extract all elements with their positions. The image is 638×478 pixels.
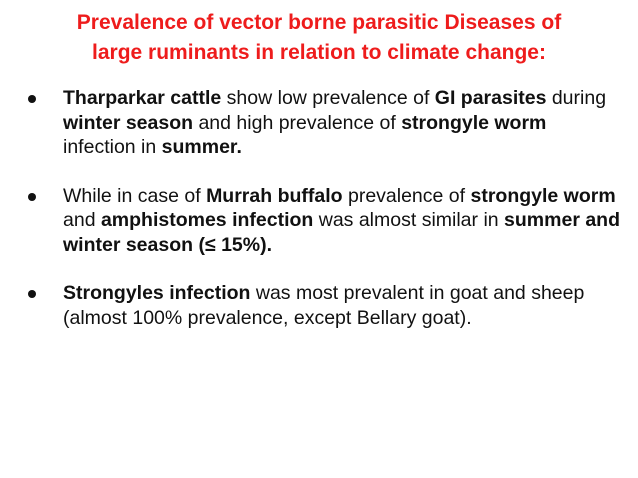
slide-title-line-2: large ruminants in relation to climate change: <box>92 41 546 64</box>
bullet-1-seg-8: infection in <box>63 136 162 158</box>
bullet-item-1 <box>20 86 620 160</box>
bullet-item-2 <box>20 184 620 258</box>
bullet-2-seg-6: amphistomes infection <box>100 209 314 231</box>
bullet-dot-icon <box>28 95 36 103</box>
bullet-1-seg-3: GI parasites <box>434 87 547 109</box>
bullet-1-seg-2: show low prevalence of <box>221 87 435 109</box>
bullet-3-seg-1: Strongyles infection <box>63 282 251 304</box>
bullet-2-seg-1: While in case of <box>63 184 207 207</box>
bullet-dot-icon <box>28 290 36 298</box>
bullet-3-seg-2: was most prevalent in goat and sheep (almost 100% prevalence, except Bellary goat). <box>63 282 585 329</box>
bullet-1-seg-6: and high prevalence of <box>193 111 402 134</box>
bullet-1-seg-7: strongyle worm <box>401 111 547 134</box>
bullet-2-seg-7: was almost similar in <box>313 209 505 231</box>
bullet-dot-icon <box>28 193 36 201</box>
bullet-2-seg-4: strongyle worm <box>470 184 616 207</box>
bullet-2-seg-3: prevalence of <box>342 184 471 207</box>
bullet-list <box>20 86 620 330</box>
bullet-item-3 <box>20 281 620 330</box>
slide-title-line-1: Prevalence of vector borne parasitic Diseases of <box>76 11 562 34</box>
bullet-2-seg-8: summer and winter season (≤ 15%). <box>63 209 620 256</box>
bullet-1-seg-5: winter season <box>63 111 194 134</box>
bullet-1-seg-9: summer. <box>161 136 242 158</box>
bullet-2-seg-2: Murrah buffalo <box>206 184 343 207</box>
bullet-1-seg-1: Tharparkar cattle <box>63 87 222 109</box>
slide-title <box>10 8 628 68</box>
bullet-2-seg-5: and <box>63 209 101 231</box>
bullet-1-seg-4: during <box>546 87 607 109</box>
